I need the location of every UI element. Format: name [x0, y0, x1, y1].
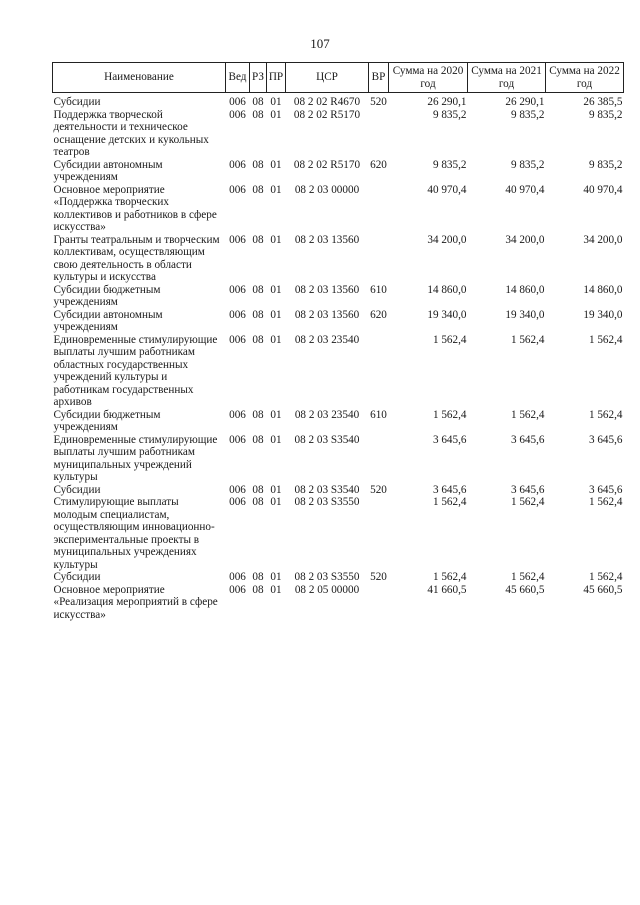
header-sum-2021: Сумма на 2021 год — [468, 63, 546, 93]
row-sum-2021: 40 970,4 — [505, 183, 545, 196]
row-pr: 01 — [270, 108, 282, 121]
row-sum-2022: 3 645,6 — [588, 433, 623, 446]
row-rz: 08 — [252, 571, 264, 583]
row-rz: 08 — [252, 496, 264, 508]
header-name: Наименование — [53, 63, 226, 93]
row-pr: 01 — [270, 496, 282, 508]
header-ved: Вед — [226, 63, 250, 93]
table-row — [53, 584, 624, 622]
row-ved: 006 — [229, 408, 246, 421]
table-row — [53, 284, 624, 309]
row-name: Субсидии — [53, 96, 101, 108]
row-ved: 006 — [229, 233, 246, 246]
row-sum-2022: 9 835,2 — [588, 158, 623, 171]
row-sum-2022: 40 970,4 — [583, 183, 623, 196]
row-vr: 520 — [370, 571, 387, 583]
row-name: Субсидии бюджетным учреждениям — [53, 283, 161, 308]
row-rz: 08 — [252, 108, 264, 121]
row-sum-2022: 26 385,5 — [583, 96, 623, 108]
row-name: Субсидии бюджетным учреждениям — [53, 408, 161, 433]
row-sum-2021: 14 860,0 — [505, 283, 545, 296]
row-sum-2021: 45 660,5 — [505, 583, 545, 596]
row-rz: 08 — [252, 333, 264, 346]
table-row — [53, 234, 624, 284]
row-csr: 08 2 03 S3550 — [294, 496, 360, 508]
row-ved: 006 — [229, 496, 246, 508]
row-sum-2021: 19 340,0 — [505, 308, 545, 321]
row-sum-2020: 9 835,2 — [432, 158, 467, 171]
row-name: Гранты театральным и творческим коллективам, осуществляющим свою деятельность в области культуры и искусства — [53, 233, 220, 283]
row-sum-2020: 14 860,0 — [427, 283, 467, 296]
row-name: Поддержка творческой деятельности и техническое оснащение детских и кукольных театров — [53, 108, 209, 158]
row-pr: 01 — [270, 233, 282, 246]
row-pr: 01 — [270, 333, 282, 346]
row-sum-2022: 34 200,0 — [583, 233, 623, 246]
row-ved: 006 — [229, 433, 246, 446]
row-name: Стимулирующие выплаты молодым специалистам, осуществляющим инновационно-экспериментальные проекты в муниципальных учреждениях культуры — [53, 496, 215, 571]
budget-table — [52, 62, 624, 621]
row-sum-2021: 3 645,6 — [510, 433, 545, 446]
row-name: Основное мероприятие «Реализация мероприятий в сфере искусства» — [53, 583, 218, 621]
row-pr: 01 — [270, 483, 282, 496]
row-sum-2020: 40 970,4 — [427, 183, 467, 196]
row-sum-2022: 1 562,4 — [588, 571, 623, 583]
row-sum-2021: 9 835,2 — [510, 108, 545, 121]
row-sum-2022: 19 340,0 — [583, 308, 623, 321]
row-name: Единовременные стимулирующие выплаты лучшим работникам муниципальных учреждений культуры — [53, 433, 218, 483]
table-row — [53, 184, 624, 234]
row-csr: 08 2 02 R5170 — [293, 158, 361, 171]
row-vr — [369, 234, 389, 284]
row-sum-2021: 3 645,6 — [510, 483, 545, 496]
row-sum-2020: 1 562,4 — [432, 333, 467, 346]
row-rz: 08 — [252, 96, 264, 108]
row-name: Субсидии — [53, 571, 101, 583]
table-row — [53, 496, 624, 571]
row-rz: 08 — [252, 308, 264, 321]
table-row — [53, 309, 624, 334]
row-sum-2021: 1 562,4 — [510, 333, 545, 346]
table-header-row — [53, 63, 624, 93]
row-vr — [369, 496, 389, 571]
table-row — [53, 334, 624, 409]
row-csr: 08 2 03 00000 — [294, 183, 360, 196]
row-name: Субсидии автономным учреждениям — [53, 158, 163, 183]
header-sum-2020: Сумма на 2020 год — [389, 63, 468, 93]
row-sum-2020: 41 660,5 — [427, 583, 467, 596]
row-rz: 08 — [252, 283, 264, 296]
table-row — [53, 571, 624, 584]
row-rz: 08 — [252, 233, 264, 246]
row-ved: 006 — [229, 158, 246, 171]
row-sum-2022: 14 860,0 — [583, 283, 623, 296]
row-pr: 01 — [270, 308, 282, 321]
row-csr: 08 2 02 R4670 — [293, 96, 361, 108]
row-sum-2022: 3 645,6 — [588, 483, 623, 496]
header-sum-2022: Сумма на 2022 год — [546, 63, 624, 93]
row-name: Единовременные стимулирующие выплаты лучшим работникам областных государственных учреждений культуры и работникам государственных архивов — [53, 333, 218, 408]
page-number: 107 — [310, 36, 330, 51]
table-row — [53, 109, 624, 159]
row-sum-2020: 19 340,0 — [427, 308, 467, 321]
row-csr: 08 2 03 S3550 — [294, 571, 360, 583]
row-ved: 006 — [229, 333, 246, 346]
table-row — [53, 159, 624, 184]
row-vr: 610 — [370, 283, 387, 296]
row-sum-2020: 3 645,6 — [432, 483, 467, 496]
row-vr: 610 — [370, 408, 387, 421]
row-sum-2021: 1 562,4 — [510, 408, 545, 421]
row-sum-2022: 1 562,4 — [588, 333, 623, 346]
row-vr — [369, 434, 389, 484]
row-pr: 01 — [270, 158, 282, 171]
row-ved: 006 — [229, 96, 246, 108]
table-row — [53, 484, 624, 497]
row-rz: 08 — [252, 408, 264, 421]
row-ved: 006 — [229, 483, 246, 496]
row-rz: 08 — [252, 183, 264, 196]
row-csr: 08 2 03 13560 — [294, 283, 360, 296]
row-ved: 006 — [229, 583, 246, 596]
table-row — [53, 93, 624, 109]
row-ved: 006 — [229, 183, 246, 196]
row-vr — [369, 584, 389, 622]
row-ved: 006 — [229, 308, 246, 321]
row-name: Субсидии — [53, 483, 101, 496]
header-csr: ЦСР — [286, 63, 369, 93]
row-pr: 01 — [270, 283, 282, 296]
row-csr: 08 2 03 13560 — [294, 308, 360, 321]
row-vr — [369, 334, 389, 409]
row-vr — [369, 109, 389, 159]
row-vr: 620 — [370, 308, 387, 321]
row-pr: 01 — [270, 583, 282, 596]
row-sum-2021: 1 562,4 — [510, 571, 545, 583]
row-rz: 08 — [252, 483, 264, 496]
row-sum-2022: 1 562,4 — [588, 496, 623, 508]
row-rz: 08 — [252, 583, 264, 596]
row-csr: 08 2 03 23540 — [294, 333, 360, 346]
row-ved: 006 — [229, 108, 246, 121]
row-ved: 006 — [229, 283, 246, 296]
row-pr: 01 — [270, 571, 282, 583]
row-rz: 08 — [252, 433, 264, 446]
row-sum-2020: 1 562,4 — [432, 408, 467, 421]
row-sum-2021: 26 290,1 — [505, 96, 545, 108]
row-vr — [369, 184, 389, 234]
row-name: Основное мероприятие «Поддержка творческих коллективов и работников в сфере искусства» — [53, 183, 217, 233]
row-csr: 08 2 03 S3540 — [294, 433, 360, 446]
row-csr: 08 2 03 13560 — [294, 233, 360, 246]
row-csr: 08 2 05 00000 — [294, 583, 360, 596]
row-pr: 01 — [270, 96, 282, 108]
table-row — [53, 434, 624, 484]
row-sum-2021: 9 835,2 — [510, 158, 545, 171]
header-vr: ВР — [369, 63, 389, 93]
row-csr: 08 2 03 23540 — [294, 408, 360, 421]
row-sum-2020: 1 562,4 — [432, 571, 467, 583]
row-pr: 01 — [270, 183, 282, 196]
row-name: Субсидии автономным учреждениям — [53, 308, 163, 333]
row-sum-2022: 9 835,2 — [588, 108, 623, 121]
row-vr: 520 — [370, 483, 387, 496]
row-sum-2022: 1 562,4 — [588, 408, 623, 421]
row-sum-2020: 9 835,2 — [432, 108, 467, 121]
row-sum-2021: 34 200,0 — [505, 233, 545, 246]
row-pr: 01 — [270, 433, 282, 446]
row-sum-2020: 26 290,1 — [427, 96, 467, 108]
header-rz: РЗ — [250, 63, 267, 93]
row-sum-2020: 34 200,0 — [427, 233, 467, 246]
row-sum-2021: 1 562,4 — [510, 496, 545, 508]
row-vr: 620 — [370, 158, 387, 171]
row-vr: 520 — [370, 96, 387, 108]
row-sum-2020: 3 645,6 — [432, 433, 467, 446]
row-ved: 006 — [229, 571, 246, 583]
row-pr: 01 — [270, 408, 282, 421]
row-csr: 08 2 02 R5170 — [293, 108, 361, 121]
header-pr: ПР — [267, 63, 286, 93]
row-csr: 08 2 03 S3540 — [294, 483, 360, 496]
row-rz: 08 — [252, 158, 264, 171]
table-row — [53, 409, 624, 434]
row-sum-2022: 45 660,5 — [583, 583, 623, 596]
row-sum-2020: 1 562,4 — [432, 496, 467, 508]
